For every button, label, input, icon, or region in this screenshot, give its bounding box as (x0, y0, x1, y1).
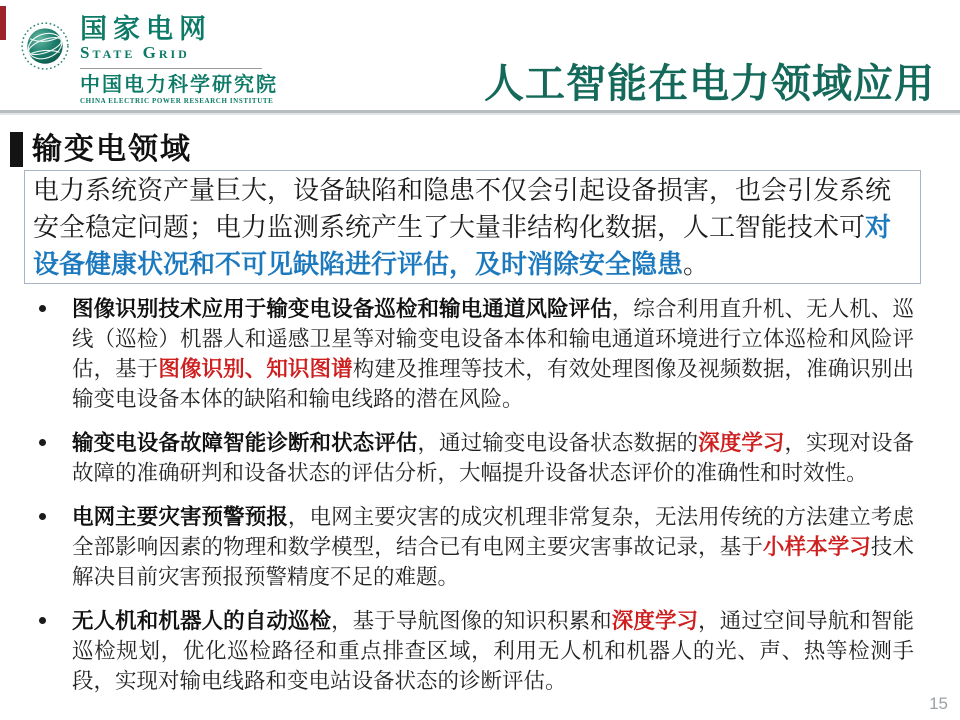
text-segment: 深度学习 (611, 609, 699, 633)
text-segment: 构建及推理等技术，有效处理图像及视频数据，准确识别出输变电设备本体的缺陷和输电线路的潜在风险。 (72, 357, 914, 411)
bullet-dot-icon (39, 617, 46, 624)
bullet-text (72, 505, 914, 589)
intro-line (33, 246, 912, 283)
bullet-list (24, 294, 914, 710)
bullet-dot-icon (39, 439, 46, 446)
text-segment: 设备健康状况和不可见缺陷进行评估，及时消除安全隐患 (33, 249, 684, 279)
text-segment: ，基于导航图像的知识积累和 (331, 609, 612, 633)
text-segment: ，通过输变电设备状态数据的 (417, 431, 699, 455)
state-grid-logo (20, 14, 278, 106)
bullet-dot-icon (39, 305, 46, 312)
institute-name-cn: 中国电力科学研究院 (80, 74, 278, 96)
text-segment: ，综合利用直升机、无人机、巡线（巡检）机器人和遥感卫星等对输变电设备本体和输电通道环境进行立体巡检和风险评估，基于 (72, 297, 914, 381)
header-divider-light (0, 113, 960, 115)
section-heading-bar (10, 132, 23, 167)
bullet-text (72, 431, 914, 485)
intro-line (33, 172, 912, 209)
text-segment: 深度学习 (698, 431, 785, 455)
slide-title: 人工智能在电力领域应用 (484, 62, 935, 106)
intro-text-box (24, 170, 921, 284)
text-segment: ，通过空间导航和智能巡检规划，优化巡检路径和重点排查区域，利用无人机和机器人的光、声、热等检测手段，实现对输电线路和变电站设备状态的诊断评估。 (72, 609, 914, 693)
text-segment: ，电网主要灾害的成灾机理非常复杂，无法用传统的方法建立考虑全部影响因素的物理和数学模型，结合已有电网主要灾害事故记录，基于 (72, 505, 914, 559)
bullet-text (72, 297, 914, 411)
intro-line (33, 209, 912, 246)
bullet-text (72, 609, 914, 693)
bullet-item (24, 606, 914, 696)
logo-text-block (80, 14, 278, 106)
text-segment: ，实现对设备故障的准确研判和设备状态的评估分析，大幅提升设备状态评价的准确性和时效性。 (72, 431, 914, 485)
text-segment: 安全稳定问题；电力监测系统产生了大量非结构化数据，人工智能技术可 (33, 212, 866, 242)
org-name-cn: 国家电网 (80, 14, 212, 44)
text-segment: 。 (683, 249, 710, 279)
bullet-item (24, 294, 914, 414)
text-segment: 图像识别技术应用于输变电设备巡检和输电通道风险评估 (72, 297, 612, 321)
text-segment: 图像识别、知识图谱 (158, 357, 353, 381)
text-segment: 无人机和机器人的自动巡检 (72, 609, 332, 633)
org-name-en: State Grid (80, 43, 190, 62)
bullet-dot-icon (39, 513, 46, 520)
text-segment: 输变电设备故障智能诊断和状态评估 (72, 431, 418, 455)
text-segment: 电网主要灾害预警预报 (72, 505, 288, 529)
bullet-item (24, 502, 914, 592)
text-segment: 小样本学习 (762, 535, 871, 559)
text-segment: 电力系统资产量巨大，设备缺陷和隐患不仅会引起设备损害，也会引发系统 (33, 175, 892, 205)
institute-name-en: CHINA ELECTRIC POWER RESEARCH INSTITUTE (80, 97, 274, 105)
logo-divider (80, 68, 262, 69)
corner-accent-mark (0, 6, 6, 40)
text-segment: 技术解决目前灾害预报预警精度不足的难题。 (72, 535, 914, 589)
section-heading: 输变电领域 (32, 133, 192, 166)
bullet-item (24, 428, 914, 488)
state-grid-globe-icon (20, 20, 70, 70)
page-number: 15 (929, 694, 948, 713)
text-segment: 对 (865, 212, 892, 242)
